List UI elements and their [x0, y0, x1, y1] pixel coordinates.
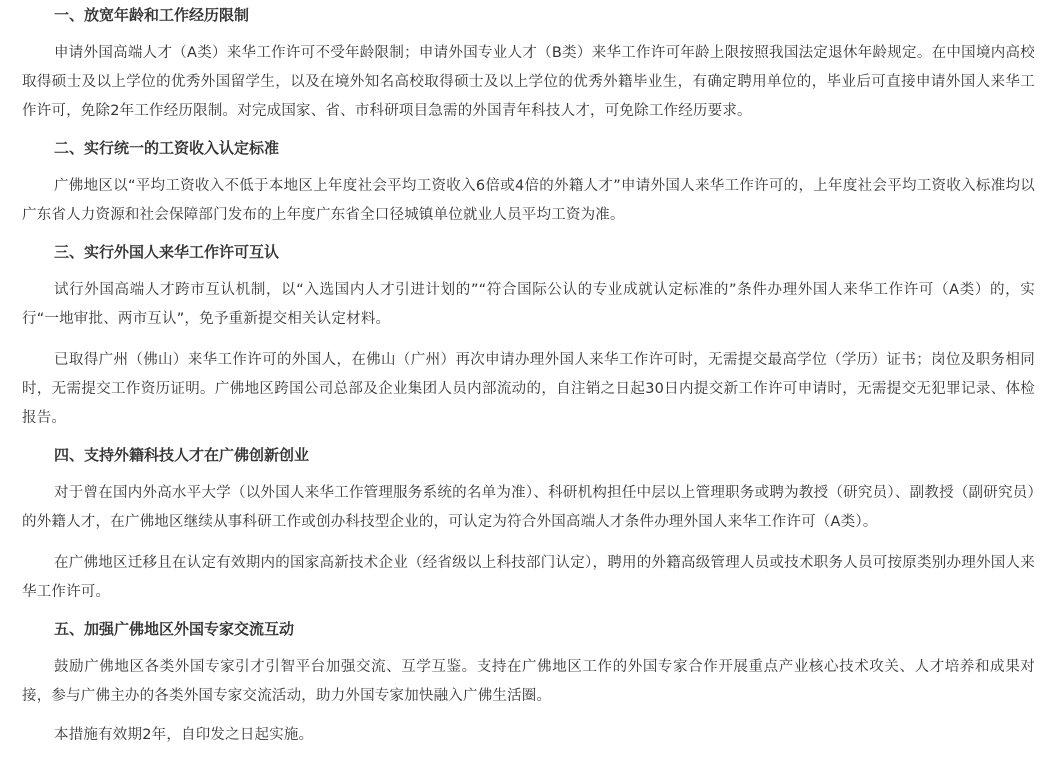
section-heading-4: 四、支持外籍科技人才在广佛创新创业: [54, 446, 310, 464]
section-heading-2: 二、实行统一的工资收入认定标准: [54, 139, 280, 157]
section-heading-5: 五、加强广佛地区外国专家交流互动: [54, 620, 295, 638]
section-3-paragraph-1: 试行外国高端人才跨市互认机制，以“入选国内人才引进计划的”“符合国际公认的专业成就认定标准的”条件办理外国人来华工作许可（A类）的，实行“一地审批、两市互认”，免予重新提交相关认定材料。: [22, 282, 1035, 327]
section-4-paragraph-2: 在广佛地区迁移且在认定有效期内的国家高新技术企业（经省级以上科技部门认定），聘用的外籍高级管理人员或技术职务人员可按原类别办理外国人来华工作许可。: [22, 555, 1035, 600]
section-heading-3: 三、实行外国人来华工作许可互认: [54, 243, 280, 261]
section-5-paragraph-1: 鼓励广佛地区各类外国专家引才引智平台加强交流、互学互鉴。支持在广佛地区工作的外国专家合作开展重点产业核心技术攻关、人才培养和成果对接，参与广佛主办的各类外国专家交流活动，助力外国专家加快融入广佛生活圈。: [22, 659, 1035, 704]
section-heading-1: 一、放宽年龄和工作经历限制: [54, 6, 250, 24]
section-3-paragraph-2: 已取得广州（佛山）来华工作许可的外国人，在佛山（广州）再次申请办理外国人来华工作许可时，无需提交最高学位（学历）证书；岗位及职务相同时，无需提交工作资历证明。广佛地区跨国公司总部及企业集团人员内部流动的，自注销之日起30日内提交新工作许可申请时，无需提交无犯罪记录、体检报告。: [22, 352, 1035, 426]
section-1-paragraph-1: 申请外国高端人才（A类）来华工作许可不受年龄限制；申请外国专业人才（B类）来华工作许可年龄上限按照我国法定退休年龄规定。在中国境内高校取得硕士及以上学位的优秀外国留学生，以及在境外知名高校取得硕士及以上学位的优秀外籍毕业生，有确定聘用单位的，毕业后可直接申请外国人来华工作许可，免除2年工作经历限制。对完成国家、省、市科研项目急需的外国青年科技人才，可免除工作经历要求。: [22, 45, 1035, 119]
section-4-paragraph-1: 对于曾在国内外高水平大学（以外国人来华工作管理服务系统的名单为准）、科研机构担任中层以上管理职务或聘为教授（研究员）、副教授（副研究员）的外籍人才，在广佛地区继续从事科研工作或创办科技型企业的，可认定为符合外国高端人才条件办理外国人来华工作许可（A类）。: [22, 485, 1035, 530]
section-2-paragraph-1: 广佛地区以“平均工资收入不低于本地区上年度社会平均工资收入6倍或4倍的外籍人才”申请外国人来华工作许可的，上年度社会平均工资收入标准均以广东省人力资源和社会保障部门发布的上年度广东省全口径城镇单位就业人员平均工资为准。: [22, 178, 1035, 223]
section-5-paragraph-2: 本措施有效期2年，自印发之日起实施。: [54, 727, 314, 743]
